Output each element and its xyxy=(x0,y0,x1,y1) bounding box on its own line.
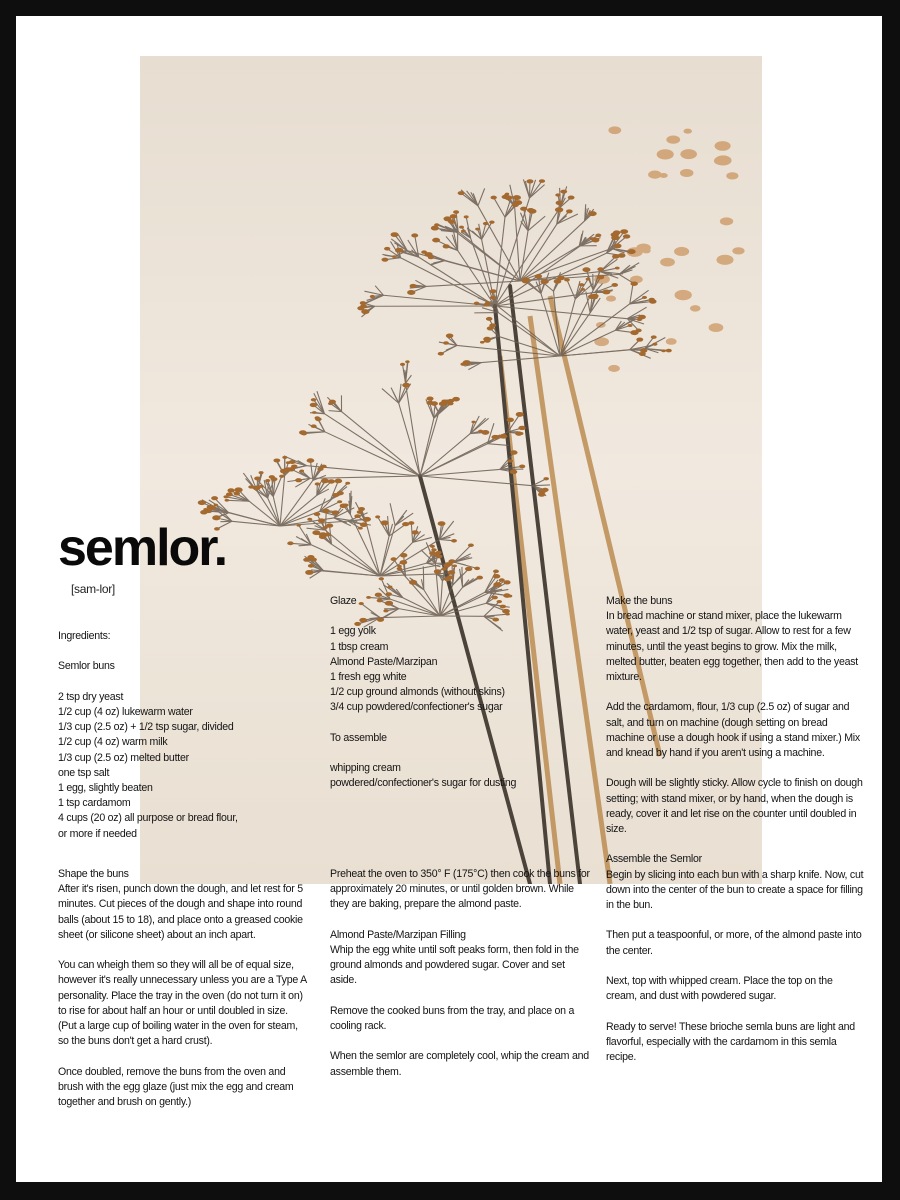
bake-paragraph: Preheat the oven to 350° F (175°C) then cook the buns for approximately 20 minutes, or until golden brown. While they are baking, prepare the almond paste. xyxy=(330,868,590,911)
make-buns-paragraph: Dough will be slightly sticky. Allow cycle to finish on dough setting; with stand mixer, or by hand, when the dough is ready, cover it and let rise on the counter until doubled in size. xyxy=(606,777,863,836)
assemble-semlor-paragraph: Then put a teaspoonful, or more, of the almond paste into the center. xyxy=(606,929,862,957)
almond-item: 1 fresh egg white xyxy=(330,671,407,683)
shape-buns-paragraph: You can wheigh them so they will all be of equal size, however it's really unnecessary unless you are a Type A personality. Place the tray in the oven (do not turn it on) to rise for about half an hour or until doubled in size. (Put a large cup of boiling water in the oven for steam, so the buns don't get a hard crust). xyxy=(58,959,307,1048)
bake-paragraph: Whip the egg white until soft peaks form, then fold in the ground almonds and powdered sugar. Cover and set aside. xyxy=(330,944,579,987)
ingredient-item: one tsp salt xyxy=(58,766,110,779)
glaze-heading: Glaze xyxy=(330,595,357,607)
ingredients-heading: Ingredients: xyxy=(58,630,111,642)
almond-paste-heading: Almond Paste/Marzipan xyxy=(330,655,438,668)
glaze-column xyxy=(330,594,590,792)
almond-item: 1/2 cup ground almonds (without skins) xyxy=(330,686,505,699)
glaze-item: 1 tbsp cream xyxy=(330,640,389,653)
bake-paragraph: When the semlor are completely cool, whip the cream and assemble them. xyxy=(330,1050,589,1078)
shape-buns-heading: Shape the buns xyxy=(58,868,129,880)
ingredient-item: 1/2 cup (4 oz) lukewarm water xyxy=(58,705,193,718)
bake-column xyxy=(330,867,592,1080)
shape-buns-column xyxy=(58,867,308,1110)
ingredient-item: 1 egg, slightly beaten xyxy=(58,782,153,794)
shape-buns-paragraph: After it's risen, punch down the dough, and let rest for 5 minutes. Cut pieces of the dough and shape into round balls (about 15 to 18), and place onto a greased cookie sheet (or silicone sheet) about an inch apart. xyxy=(58,883,303,941)
pronunciation: [sam-lor] xyxy=(71,582,115,596)
ingredients-column xyxy=(58,629,298,842)
assemble-semlor-paragraph: Begin by slicing into each bun with a sharp knife. Now, cut down into the center of the bun to create a space for filling in the bun. xyxy=(606,868,864,912)
assemble-item: whipping cream xyxy=(330,762,401,775)
assemble-semlor-paragraph: Next, top with whipped cream. Place the top on the cream, and dust with powdered sugar. xyxy=(606,975,833,1003)
make-buns-paragraph: Add the cardamom, flour, 1/3 cup (2.5 oz) of sugar and salt, and turn on machine (dough setting on bread machine or use a dough hook if using a stand mixer.) Mix and knead by hand if you aren't using a machine. xyxy=(606,701,860,760)
assemble-item: powdered/confectioner's sugar for dusting xyxy=(330,777,517,790)
ingredient-item: 1 tsp cardamom xyxy=(58,797,131,810)
bake-paragraph: Remove the cooked buns from the tray, and place on a cooling rack. xyxy=(330,1004,575,1032)
ingredient-item: 1/2 cup (4 oz) warm milk xyxy=(58,736,168,749)
make-buns-paragraph: In bread machine or stand mixer, place the lukewarm water, yeast and 1/2 tsp of sugar. Allow to rest for a few minutes, until the yeast begins to grow. Mix the milk, melted butter, beaten egg together, then add to the yeast mixture. xyxy=(606,610,858,684)
ingredient-item: 1/3 cup (2.5 oz) + 1/2 tsp sugar, divided xyxy=(58,721,234,734)
ingredient-item: 1/3 cup (2.5 oz) melted butter xyxy=(58,751,189,764)
poster-paper xyxy=(16,16,882,1182)
filling-heading: Almond Paste/Marzipan Filling xyxy=(330,928,466,941)
assemble-semlor-paragraph: Ready to serve! These brioche semla buns are light and flavorful, especially with the cardamom in this semla recipe. xyxy=(606,1020,855,1063)
assemble-heading: To assemble xyxy=(330,731,387,744)
ingredient-item: 4 cups (20 oz) all purpose or bread flour, xyxy=(58,812,238,825)
make-buns-column xyxy=(606,594,864,1065)
almond-item: 3/4 cup powdered/confectioner's sugar xyxy=(330,701,503,714)
make-buns-heading: Make the buns xyxy=(606,595,673,607)
page-title: semlor. xyxy=(58,519,227,577)
buns-section-heading: Semlor buns xyxy=(58,660,115,673)
assemble-semlor-heading: Assemble the Semlor xyxy=(606,853,702,866)
ingredient-item: 2 tsp dry yeast xyxy=(58,690,124,703)
ingredient-item: or more if needed xyxy=(58,827,137,840)
shape-buns-paragraph: Once doubled, remove the buns from the oven and brush with the egg glaze (just mix the egg and cream together and brush on gently.) xyxy=(58,1065,294,1109)
glaze-item: 1 egg yolk xyxy=(330,625,376,638)
